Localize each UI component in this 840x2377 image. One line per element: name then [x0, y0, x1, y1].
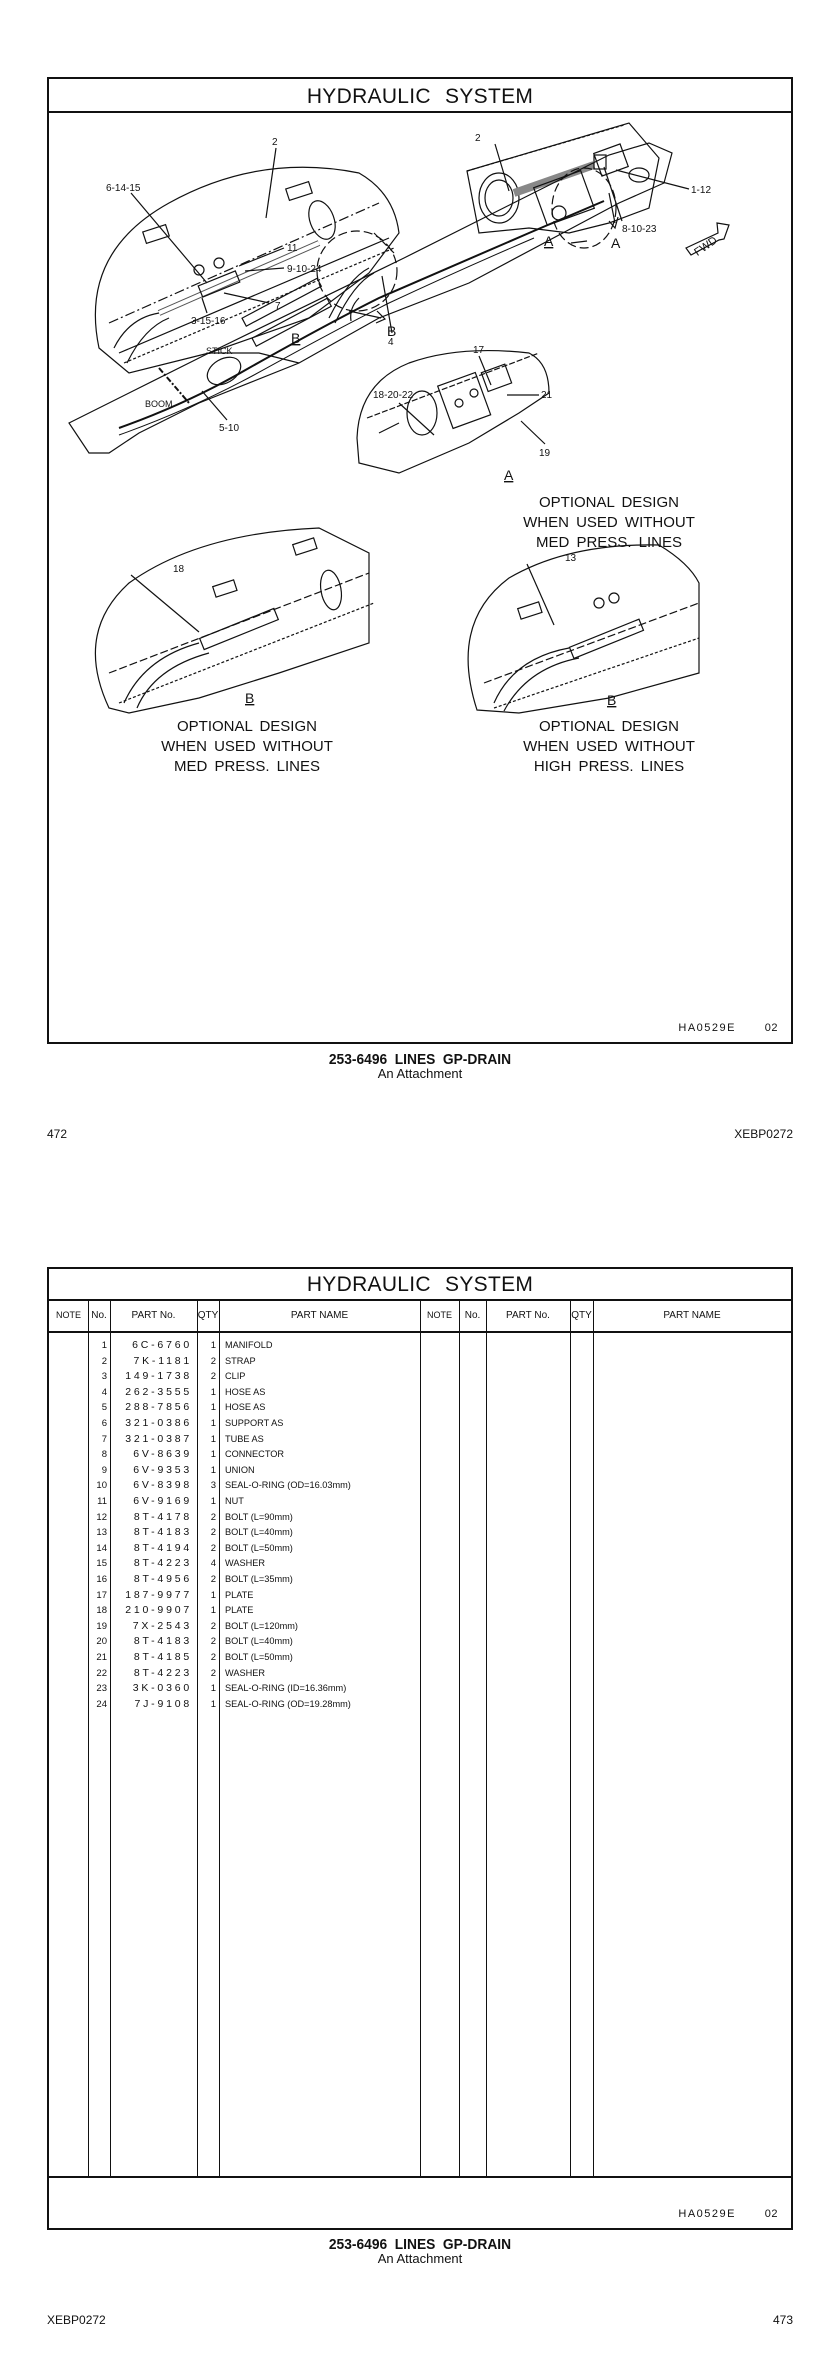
- part-number-index: 20: [96, 1636, 107, 1648]
- quantity: 2: [210, 1355, 216, 1367]
- quantity: 1: [210, 1464, 216, 1476]
- table-row: [49, 1588, 791, 1604]
- col-header-no-2: No.: [464, 1310, 481, 1321]
- part-name: HOSE AS: [225, 1386, 266, 1397]
- part-name: BOLT (L=120mm): [225, 1620, 298, 1631]
- note-alt-b2-line3: HIGH PRESS. LINES: [533, 758, 685, 775]
- note-alt-b2-line1: OPTIONAL DESIGN: [539, 718, 679, 735]
- view-label-alt-b1: B: [245, 690, 255, 706]
- quantity: 1: [210, 1698, 216, 1710]
- part-number: 321-0386: [125, 1417, 192, 1429]
- quantity: 1: [210, 1433, 216, 1445]
- table-row: [49, 1385, 791, 1401]
- callout-4: 4: [388, 337, 394, 348]
- callout-5-10: 5-10: [219, 423, 240, 434]
- part-number: 6V-9353: [133, 1463, 192, 1476]
- callout-8-10-23: 8-10-23: [622, 224, 657, 235]
- part-name: NUT: [225, 1496, 244, 1506]
- table-row: [49, 1681, 791, 1697]
- part-number: 288-7856: [125, 1401, 192, 1414]
- callout-6-14-15: 6-14-15: [106, 183, 141, 194]
- part-number: 8T-4223: [133, 1557, 192, 1570]
- table-bottom: [49, 2176, 791, 2178]
- quantity: 1: [210, 1683, 216, 1695]
- quantity: 2: [210, 1636, 216, 1648]
- quantity: 1: [210, 1340, 216, 1351]
- col-header-qty-2: QTY: [571, 1310, 592, 1321]
- part-name: PLATE: [225, 1589, 254, 1600]
- part-number: 8T-4956: [133, 1573, 192, 1585]
- table-row: [49, 1416, 791, 1432]
- part-number-index: 5: [101, 1402, 107, 1414]
- part-name: BOLT (L=40mm): [225, 1636, 293, 1647]
- table-row: [49, 1666, 791, 1682]
- page-number-2: 473: [772, 2313, 793, 2327]
- part-name: UNION: [225, 1464, 255, 1475]
- table-row: [49, 1354, 791, 1370]
- doc-code-2: XEBP0272: [47, 2313, 106, 2327]
- part-name: SEAL-O-RING (OD=19.28mm): [225, 1698, 351, 1709]
- view-label-alt-a: A: [504, 467, 514, 483]
- table-row: [49, 1525, 791, 1541]
- label-fwd: FWD: [692, 234, 720, 259]
- part-name: WASHER: [225, 1558, 265, 1569]
- part-name: BOLT (L=40mm): [225, 1527, 293, 1538]
- part-number-index: 17: [96, 1589, 107, 1601]
- part-number-index: 18: [96, 1605, 107, 1617]
- part-number: 149-1738: [125, 1370, 192, 1383]
- quantity: 1: [210, 1418, 216, 1429]
- part-number-index: 4: [101, 1386, 107, 1398]
- part-number-index: 11: [97, 1496, 107, 1507]
- part-number: 8T-4178: [133, 1510, 192, 1523]
- table-row: [49, 1634, 791, 1650]
- drawing-ref: HA0529E: [678, 1022, 736, 1034]
- col-header-part-name: PART NAME: [290, 1310, 349, 1321]
- diagram-frame: [47, 77, 793, 1044]
- table-row: [49, 1478, 791, 1494]
- part-number-index: 3: [101, 1371, 107, 1383]
- table-row: [49, 1338, 791, 1354]
- group-caption-2: 253-6496 LINES GP-DRAIN: [328, 2236, 512, 2253]
- group-subcaption-2: An Attachment: [377, 2251, 463, 2266]
- part-name: MANIFOLD: [225, 1340, 273, 1350]
- alt-b1-illustration: [95, 528, 374, 713]
- quantity: 1: [210, 1496, 216, 1507]
- header-divider: [49, 1331, 791, 1333]
- table-row: [49, 1494, 791, 1510]
- quantity: 2: [210, 1620, 216, 1632]
- col-header-part-no-2: PART No.: [506, 1310, 550, 1321]
- part-number-index: 8: [101, 1449, 107, 1461]
- table-row: [49, 1572, 791, 1588]
- quantity: 3: [210, 1480, 216, 1492]
- callout-17: 17: [473, 345, 485, 356]
- quantity: 1: [210, 1402, 216, 1414]
- part-number: 7J-9108: [134, 1697, 192, 1710]
- part-name: SEAL-O-RING (ID=16.36mm): [225, 1683, 347, 1694]
- part-number-index: 13: [96, 1527, 107, 1539]
- table-row: [49, 1619, 791, 1635]
- parts-list-frame: [47, 1267, 793, 2230]
- table-row: [49, 1447, 791, 1463]
- quantity: 2: [210, 1574, 216, 1585]
- part-name: STRAP: [225, 1355, 256, 1366]
- part-number-index: 24: [96, 1698, 107, 1710]
- part-number-index: 22: [96, 1667, 107, 1679]
- part-number-index: 15: [96, 1558, 107, 1570]
- view-label-alt-b2: B: [607, 692, 617, 708]
- quantity: 1: [210, 1605, 216, 1617]
- table-row: [49, 1510, 791, 1526]
- quantity: 1: [210, 1589, 216, 1601]
- part-name: HOSE AS: [225, 1402, 266, 1413]
- col-header-qty: QTY: [197, 1310, 219, 1321]
- table-row: [49, 1556, 791, 1572]
- label-boom: BOOM: [145, 399, 173, 409]
- view-label-main-a: A: [611, 235, 621, 251]
- part-name: PLATE: [225, 1605, 254, 1616]
- table-row: [49, 1463, 791, 1479]
- quantity: 1: [210, 1386, 216, 1398]
- part-number: 3K-0360: [132, 1682, 192, 1695]
- part-number-index: 6: [101, 1418, 107, 1429]
- view-label-b-detail: B: [291, 330, 301, 346]
- page-title: HYDRAULIC SYSTEM: [306, 85, 534, 108]
- part-number: 8T-4223: [133, 1666, 192, 1679]
- part-name: TUBE AS: [225, 1433, 264, 1444]
- col-header-note-2: NOTE: [426, 1310, 452, 1320]
- part-name: CONNECTOR: [225, 1449, 285, 1460]
- part-number: 321-0387: [125, 1432, 192, 1445]
- part-name: CLIP: [225, 1371, 246, 1382]
- group-subcaption: An Attachment: [377, 1066, 463, 1081]
- quantity: 4: [210, 1558, 216, 1570]
- drawing-rev: 02: [764, 1022, 778, 1034]
- part-number: 262-3555: [125, 1385, 192, 1398]
- part-number: 8T-4183: [133, 1635, 192, 1648]
- part-number-index: 2: [101, 1355, 107, 1367]
- page-number: 472: [47, 1127, 68, 1141]
- part-number: 210-9907: [125, 1604, 192, 1617]
- callout-18-20-22: 18-20-22: [373, 390, 414, 401]
- table-row: [49, 1697, 791, 1713]
- label-stick: STICK: [206, 346, 233, 356]
- note-alt-a-line2: WHEN USED WITHOUT: [523, 514, 695, 531]
- table-row: [49, 1432, 791, 1448]
- callout-11: 11: [287, 243, 298, 254]
- callout-7: 7: [275, 301, 281, 312]
- view-label-a-detail: A: [544, 233, 554, 249]
- table-row: [49, 1650, 791, 1666]
- callout-19: 19: [539, 448, 551, 459]
- callout-1-12: 1-12: [691, 185, 712, 196]
- part-name: BOLT (L=50mm): [225, 1542, 293, 1553]
- part-number: 6C-6760: [132, 1339, 192, 1351]
- alt-a-illustration: [357, 351, 549, 473]
- part-number-index: 19: [96, 1620, 107, 1632]
- drawing-ref: HA0529E: [678, 2208, 736, 2220]
- part-number: 187-9977: [125, 1588, 192, 1601]
- part-number: 8T-4194: [133, 1541, 192, 1554]
- note-alt-b2-line2: WHEN USED WITHOUT: [523, 738, 695, 755]
- callout-21: 21: [541, 390, 553, 401]
- part-number-index: 23: [96, 1683, 107, 1695]
- part-number: 6V-9169: [133, 1495, 192, 1507]
- alt-b2-illustration: [468, 545, 699, 713]
- quantity: 2: [210, 1542, 216, 1554]
- view-label-main-b: B: [387, 323, 397, 339]
- part-name: BOLT (L=50mm): [225, 1652, 293, 1662]
- part-name: BOLT (L=35mm): [225, 1574, 293, 1584]
- table-row: [49, 1369, 791, 1385]
- quantity: 1: [210, 1449, 216, 1461]
- note-alt-b1-line2: WHEN USED WITHOUT: [161, 738, 333, 755]
- callout-2-b: 2: [272, 137, 278, 148]
- part-number: 7X-2543: [132, 1619, 192, 1632]
- quantity: 2: [210, 1527, 216, 1539]
- group-caption: 253-6496 LINES GP-DRAIN: [328, 1051, 512, 1068]
- col-header-note: NOTE: [55, 1310, 81, 1320]
- parts-table: [49, 1300, 791, 2177]
- part-number-index: 21: [96, 1652, 107, 1663]
- col-header-part-no: PART No.: [131, 1310, 176, 1321]
- callout-3-15-16: 3-15-16: [191, 316, 226, 327]
- part-name: SEAL-O-RING (OD=16.03mm): [225, 1480, 351, 1491]
- parts-page-title: HYDRAULIC SYSTEM: [306, 1273, 534, 1296]
- note-alt-b1-line1: OPTIONAL DESIGN: [177, 718, 317, 735]
- part-number: 7K-1181: [133, 1354, 192, 1367]
- quantity: 2: [210, 1371, 216, 1383]
- part-name: SUPPORT AS: [225, 1418, 284, 1428]
- part-number-index: 9: [101, 1464, 107, 1476]
- part-number-index: 7: [101, 1433, 107, 1445]
- part-number: 6V-8639: [133, 1448, 192, 1461]
- table-row: [49, 1400, 791, 1416]
- part-number-index: 12: [96, 1511, 107, 1523]
- hydraulic-diagram: [49, 113, 791, 1038]
- part-number-index: 10: [96, 1480, 107, 1492]
- quantity: 2: [210, 1667, 216, 1679]
- note-alt-a-line1: OPTIONAL DESIGN: [539, 494, 679, 511]
- note-alt-b1-line3: MED PRESS. LINES: [173, 758, 321, 775]
- table-row: [49, 1603, 791, 1619]
- part-number: 8T-4185: [133, 1651, 192, 1663]
- part-number: 6V-8398: [133, 1479, 192, 1492]
- note-alt-a-line3: MED PRESS. LINES: [535, 534, 683, 551]
- doc-code: XEBP0272: [734, 1127, 793, 1141]
- drawing-rev: 02: [764, 2208, 778, 2220]
- part-name: WASHER: [225, 1667, 265, 1678]
- quantity: 2: [210, 1511, 216, 1523]
- callout-2-a: 2: [475, 133, 481, 144]
- quantity: 2: [210, 1652, 216, 1663]
- part-number-index: 1: [101, 1340, 107, 1351]
- callout-9-10-24: 9-10-24: [287, 264, 322, 275]
- table-row: [49, 1541, 791, 1557]
- part-number: 8T-4183: [133, 1526, 192, 1539]
- callout-13-b2: 13: [565, 553, 577, 564]
- part-name: BOLT (L=90mm): [225, 1511, 293, 1522]
- part-number-index: 16: [96, 1574, 107, 1585]
- detail-b-illustration: [95, 167, 399, 373]
- col-header-no: No.: [91, 1310, 107, 1321]
- part-number-index: 14: [96, 1542, 107, 1554]
- col-header-part-name-2: PART NAME: [663, 1310, 721, 1321]
- callout-18-b1: 18: [173, 564, 185, 575]
